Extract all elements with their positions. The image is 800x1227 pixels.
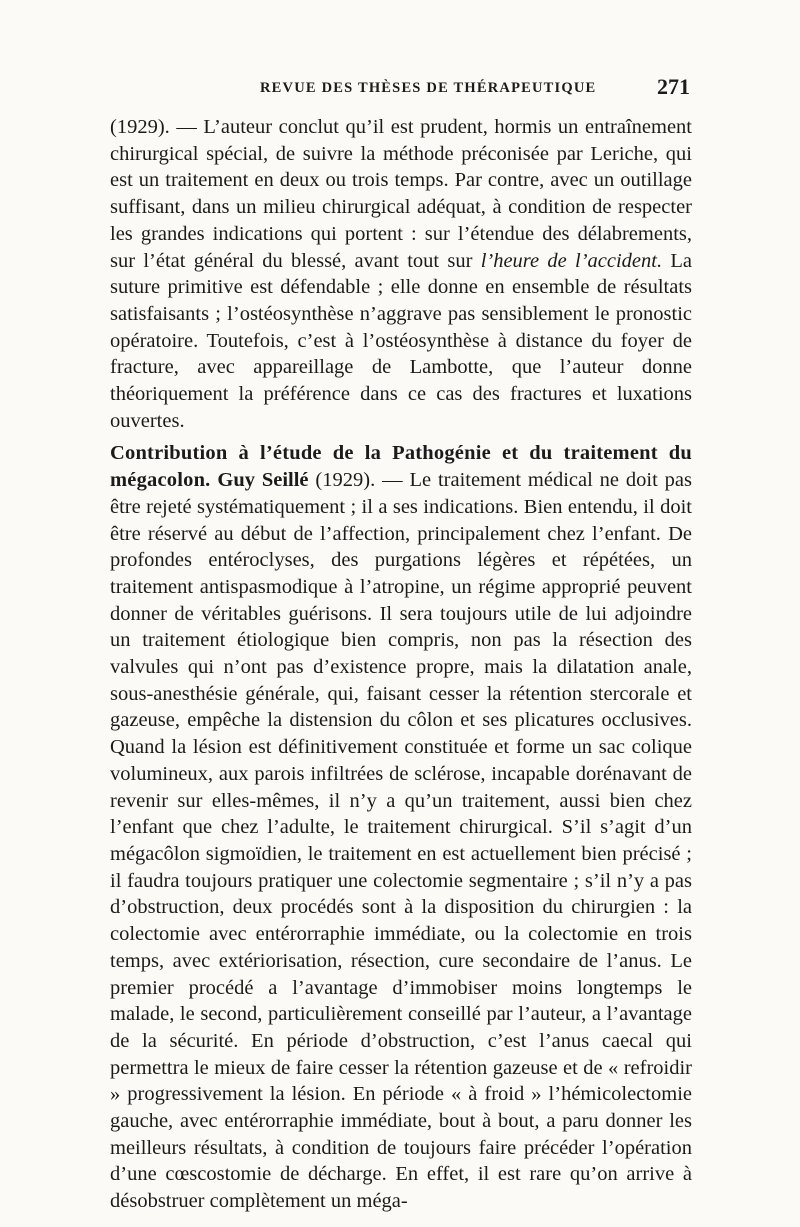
thesis-summary: (1929). — Le traitement médical ne doit pas être rejeté systématiquement ; il a ses indications. Bien entendu, il doit être réservé au début de l’affection, principalement chez l’enfant. De profondes entéroclyses, des purgations légères et répétées, un traitement antispasmodique à l’atropine, un régime approprié peuvent donner de véritables guérisons. Il sera toujours utile de lui adjoindre un traitement étiologique bien compris, non pas la résection des valvules qui n’ont pas d’existence propre, mais la dilatation anale, sous-anesthésie générale, qui, faisant cesser la rétention stercorale et gazeuse, empêche la distension du côlon et ses plicatures occlusives. Quand la lésion est définitivement constituée et forme un sac colique volumineux, aux parois infiltrées de sclérose, incapable dorénavant de revenir sur elles-mêmes, il n’y a qu’un traitement, aussi bien chez l’enfant que chez l’adulte, le traitement chirurgical. S’il s’agit d’un mégacôlon sigmoïdien, le traitement en est actuellement bien précisé ; il faudra toujours pratiquer une colectomie segmentaire ; s’il n’y a pas d’obstruction, deux procédés sont à la disposition du chirurgien : la colectomie avec entérorraphie immédiate, ou la colectomie en trois temps, avec extériorisation, résection, cure secondaire de l’anus. Le premier procédé a l’avantage d’immobiser moins longtemps le malade, le second, particulièrement conseillé par l’auteur, a l’avantage de la sécurité. En période d’obstruction, c’est l’anus caecal qui permettra le mieux de faire cesser la rétention gazeuse et de « refroidir » progressivement la lésion. En période « à froid » l’hémicolectomie gauche, avec entérorraphie immédiate, bout à bout, a paru donner les meilleurs résultats, à condition de toujours faire précéder l’opération d’une cœscostomie de décharge. En effet, il est rare qu’on arrive à désobstruer complètement un méga- (110, 469, 692, 1213)
paragraph-text-part1: (1929). — L’auteur conclut qu’il est prudent, hormis un entraînement chirurgical spécial, de suivre la méthode préconisée par Leriche, qui est un traitement en deux ou trois temps. Par contre, avec un outillage suffisant, dans un milieu chirurgical adéquat, à condition de respecter les grandes indications qui portent : sur l’étendue des délabrements, sur l’état général du blessé, avant tout sur (110, 116, 692, 272)
thesis-author: Guy Seillé (217, 469, 309, 492)
paragraph-continuation (110, 114, 692, 434)
thesis-title: Contribution à l’étude de la Pathogénie et du traitement du mégacolon. (110, 442, 692, 492)
running-header (110, 76, 690, 102)
paragraph-text-part2: La suture primitive est défendable ; elle donne en ensemble de résultats satisfaisants ; l’ostéosynthèse n’aggrave pas sensiblement le pronostic opératoire. Toutefois, c’est à l’ostéosynthèse à distance du foyer de fracture, avec appareillage de Lambotte, que l’auteur donne théoriquement la préférence dans ce cas des fractures et luxations ouvertes. (110, 249, 692, 432)
thesis-entry (110, 440, 692, 1214)
page-number: 271 (657, 74, 690, 99)
article-body (110, 114, 692, 1215)
italic-emphasis: l’heure de l’accident. (480, 249, 663, 272)
journal-title: REVUE DES THÈSES DE THÉRAPEUTIQUE (260, 80, 597, 96)
